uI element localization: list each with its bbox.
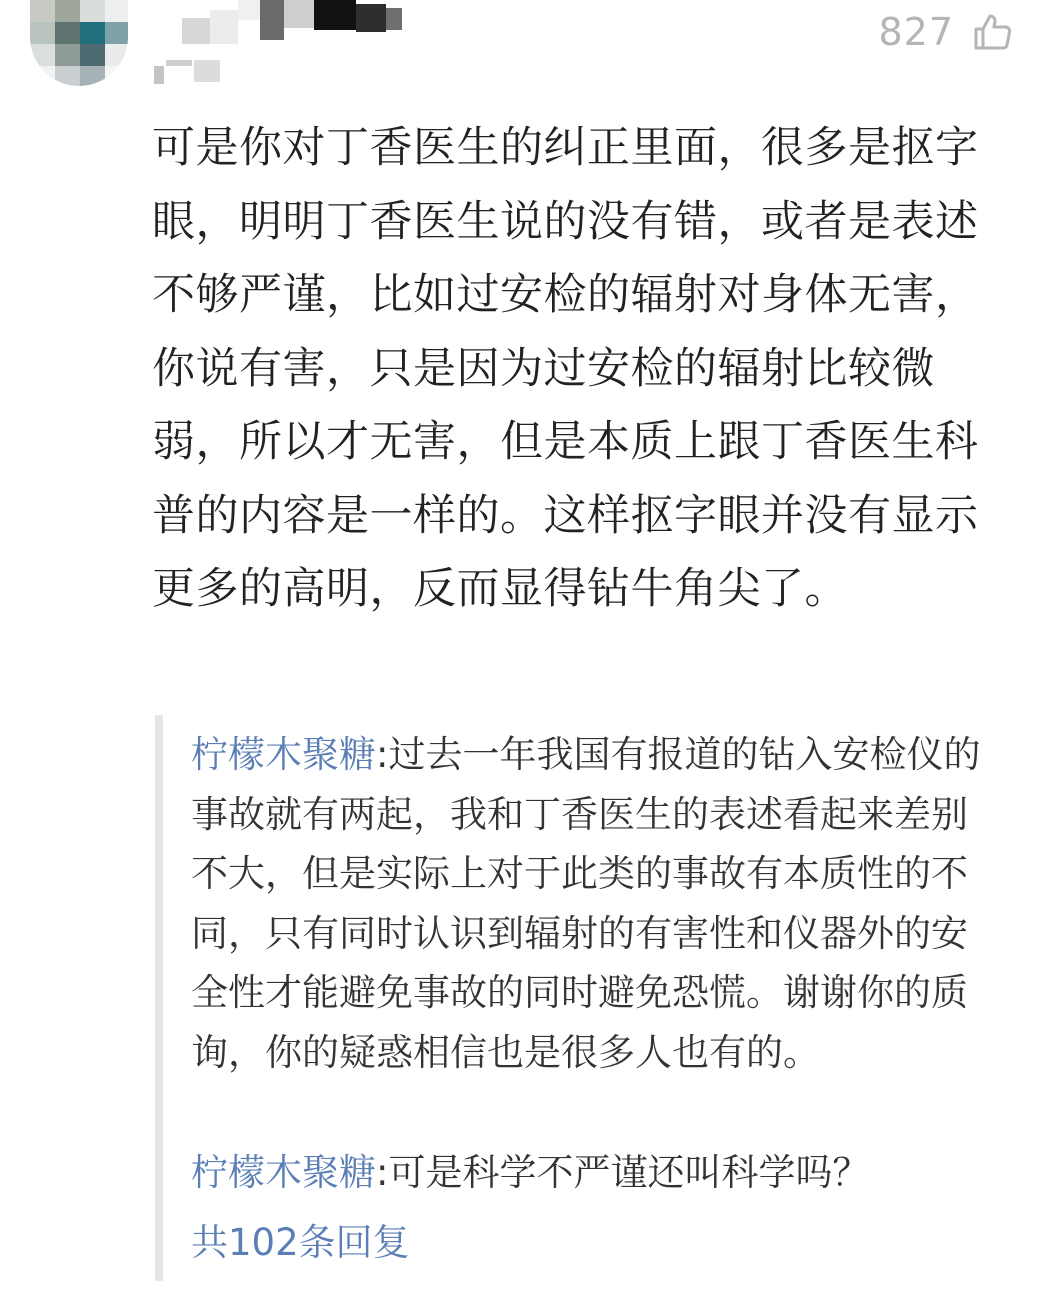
reply-item[interactable]	[191, 1143, 991, 1203]
like-control[interactable]	[878, 10, 1012, 54]
comment-body: 可是你对丁香医生的纠正里面，很多是抠字眼，明明丁香医生说的没有错，或者是表述不够严谨，比如过安检的辐射对身体无害，你说有害，只是因为过安检的辐射比较微弱，所以才无害，但是本质上跟丁香医生科普的内容是一样的。这样抠字眼并没有显示更多的高明，反而显得钻牛角尖了。	[152, 123, 979, 614]
like-count: 827	[878, 10, 954, 54]
view-all-replies-link[interactable]: 共102条回复	[191, 1221, 410, 1264]
username-obscured[interactable]	[150, 0, 410, 84]
reply-separator: :	[376, 1151, 389, 1194]
reply-item[interactable]	[191, 725, 991, 1082]
avatar[interactable]	[30, 0, 128, 86]
reply-text: 可是科学不严谨还叫科学吗？	[388, 1151, 870, 1194]
reply-thread	[155, 715, 1023, 1281]
reply-text: 过去一年我国有报道的钻入安检仪的事故就有两起，我和丁香医生的表述看起来差别不大，但是实际上对于此类的事故有本质性的不同，只有同时认识到辐射的有害性和仪器外的安全性才能避免事故的同时避免恐慌。谢谢你的质询，你的疑惑相信也是很多人也有的。	[191, 733, 981, 1074]
thumbs-up-icon[interactable]	[972, 12, 1012, 52]
reply-author[interactable]: 柠檬木聚糖	[191, 733, 376, 776]
reply-separator: :	[376, 733, 389, 776]
reply-author[interactable]: 柠檬木聚糖	[191, 1151, 376, 1194]
